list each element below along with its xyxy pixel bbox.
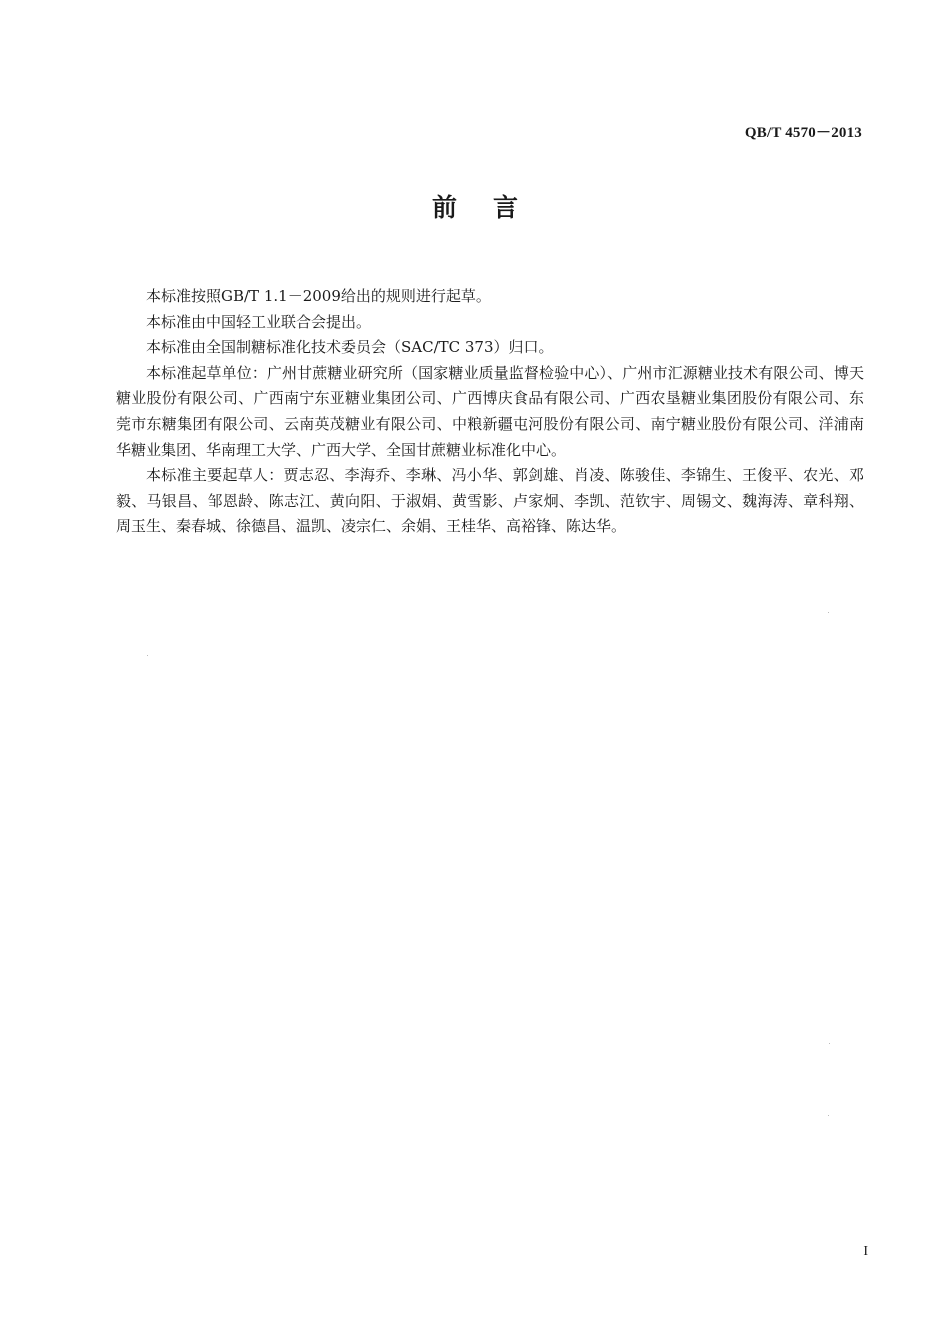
- standard-code: QB/T 4570－2013: [744, 125, 862, 141]
- scan-speck: [828, 612, 829, 613]
- paragraph-drafting-units: 本标准起草单位：广州甘蔗糖业研究所（国家糖业质量监督检验中心）、广州市汇源糖业技术有限公司、博天糖业股份有限公司、广西南宁东亚糖业集团公司、广西博庆食品有限公司、广西农垦糖业集团股份有限公司、东莞市东糖集团有限公司、云南英茂糖业有限公司、中粮新疆屯河股份有限公司、南宁糖业股份有限公司、洋浦南华糖业集团、华南理工大学、广西大学、全国甘蔗糖业标准化中心。: [116, 363, 864, 459]
- paragraph-drafting-rules: 本标准按照GB/T 1.1－2009给出的规则进行起草。: [146, 287, 491, 305]
- scan-speck: [828, 1115, 829, 1116]
- paragraph-technical-committee: 本标准由全国制糖标准化技术委员会（SAC/TC 373）归口。: [146, 338, 554, 357]
- paragraph-main-drafters: 本标准主要起草人：贾志忍、李海乔、李琳、冯小华、郭剑雄、肖凌、陈骏佳、李锦生、王俊平、农光、邓毅、马银昌、邹恩龄、陈志江、黄向阳、于淑娟、黄雪影、卢家炯、李凯、范钦宇、周锡文、魏海涛、章科翔、周玉生、秦春城、徐德昌、温凯、凌宗仁、余娟、王桂华、高裕锋、陈达华。: [116, 466, 864, 536]
- page-number: I: [863, 1244, 868, 1259]
- document-body: [116, 284, 864, 540]
- page-title: 前言: [431, 193, 554, 222]
- scan-speck: [829, 1043, 830, 1044]
- paragraph-proposer: 本标准由中国轻工业联合会提出。: [146, 312, 372, 331]
- scan-speck: [147, 655, 148, 656]
